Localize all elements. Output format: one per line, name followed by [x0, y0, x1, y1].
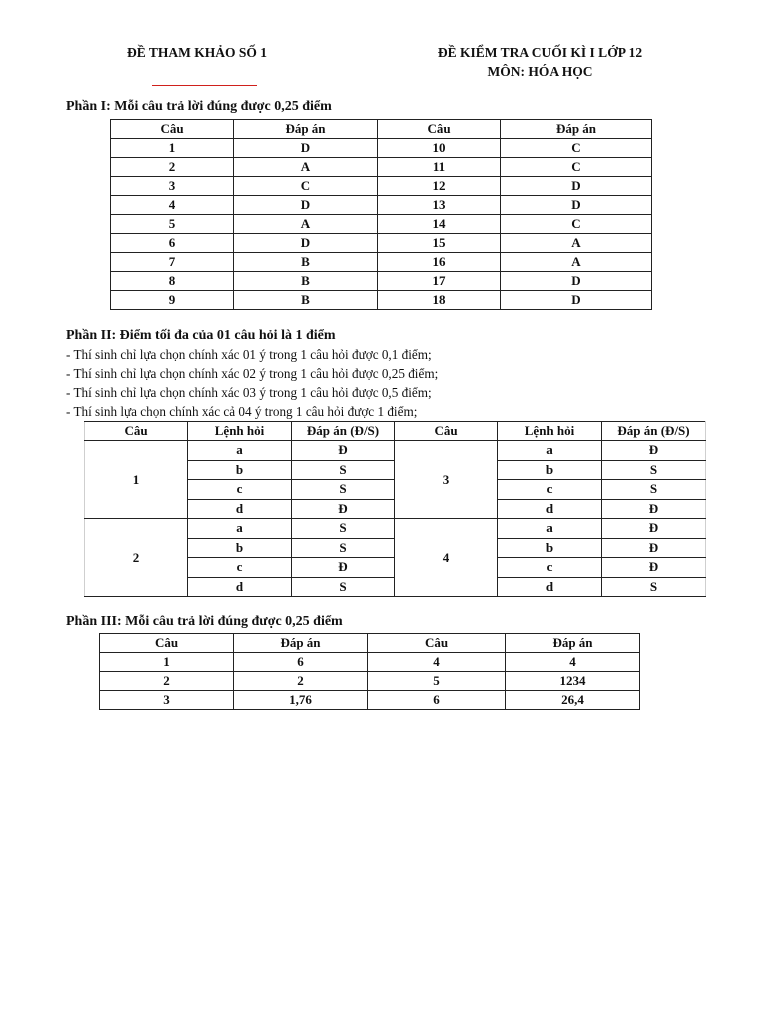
part2-header-cell: Câu [85, 422, 188, 441]
answer-cell: S [292, 577, 395, 597]
question-number-cell: 2 [85, 519, 188, 597]
answer-cell: Đ [292, 558, 395, 578]
table-row [111, 291, 652, 310]
question-number-cell: 8 [111, 272, 234, 291]
statement-cell: a [498, 519, 602, 539]
question-number-cell: 12 [378, 177, 501, 196]
answer-cell: 26,4 [506, 691, 640, 710]
answer-cell: S [602, 460, 706, 480]
part2-answer-table [84, 421, 706, 597]
question-number-cell: 4 [368, 653, 506, 672]
part3-table-body [100, 653, 640, 710]
question-number-cell: 5 [111, 215, 234, 234]
question-number-cell: 3 [100, 691, 234, 710]
answer-cell: Đ [602, 441, 706, 461]
answer-cell: C [501, 215, 652, 234]
statement-cell: d [188, 577, 292, 597]
question-number-cell: 2 [111, 158, 234, 177]
part1-header-cell: Câu [378, 120, 501, 139]
question-number-cell: 4 [111, 196, 234, 215]
answer-cell: 1234 [506, 672, 640, 691]
answer-cell: A [234, 215, 378, 234]
question-number-cell: 5 [368, 672, 506, 691]
question-number-cell: 10 [378, 139, 501, 158]
answer-cell: B [234, 291, 378, 310]
part2-header-cell: Lệnh hỏi [498, 422, 602, 441]
answer-cell: D [234, 196, 378, 215]
part3-answer-table [99, 633, 640, 710]
part1-title: Phần I: Mỗi câu trả lời đúng được 0,25 điểm [66, 99, 332, 114]
answer-cell: C [501, 139, 652, 158]
answer-cell: S [602, 480, 706, 500]
question-number-cell: 17 [378, 272, 501, 291]
answer-cell: A [234, 158, 378, 177]
table-row [111, 215, 652, 234]
subject-title: MÔN: HÓA HỌC [487, 64, 593, 79]
table-row [85, 441, 706, 461]
statement-cell: c [188, 558, 292, 578]
table-row [111, 158, 652, 177]
answer-cell: Đ [292, 499, 395, 519]
question-number-cell: 7 [111, 253, 234, 272]
table-row [111, 177, 652, 196]
question-number-cell: 13 [378, 196, 501, 215]
question-number-cell: 14 [378, 215, 501, 234]
table-row [100, 653, 640, 672]
answer-cell: Đ [602, 558, 706, 578]
question-number-cell: 9 [111, 291, 234, 310]
answer-cell: Đ [292, 441, 395, 461]
statement-cell: d [498, 499, 602, 519]
part1-header-cell: Đáp án [234, 120, 378, 139]
part2-note: - Thí sinh chỉ lựa chọn chính xác 03 ý trong 1 câu hỏi được 0,5 điểm; [66, 385, 432, 400]
part1-answer-table [110, 119, 652, 310]
answer-cell: B [234, 253, 378, 272]
statement-cell: b [188, 538, 292, 558]
question-number-cell: 1 [85, 441, 188, 519]
part2-note: - Thí sinh chỉ lựa chọn chính xác 01 ý trong 1 câu hỏi được 0,1 điểm; [66, 347, 432, 362]
left-title: ĐỀ THAM KHẢO SỐ 1 [127, 45, 268, 60]
answer-cell: S [602, 577, 706, 597]
part2-table-body [85, 441, 706, 597]
table-row [100, 691, 640, 710]
answer-cell: 1,76 [234, 691, 368, 710]
table-row [111, 253, 652, 272]
question-number-cell: 3 [395, 441, 498, 519]
answer-cell: S [292, 480, 395, 500]
answer-cell: 2 [234, 672, 368, 691]
statement-cell: b [498, 538, 602, 558]
part2-header-cell: Câu [395, 422, 498, 441]
statement-cell: a [188, 441, 292, 461]
question-number-cell: 15 [378, 234, 501, 253]
answer-cell: 4 [506, 653, 640, 672]
question-number-cell: 18 [378, 291, 501, 310]
question-number-cell: 1 [100, 653, 234, 672]
statement-cell: c [188, 480, 292, 500]
answer-cell: S [292, 538, 395, 558]
answer-cell: Đ [602, 538, 706, 558]
part3-header-cell: Câu [368, 634, 506, 653]
question-number-cell: 11 [378, 158, 501, 177]
question-number-cell: 3 [111, 177, 234, 196]
question-number-cell: 4 [395, 519, 498, 597]
answer-cell: B [234, 272, 378, 291]
answer-cell: Đ [602, 519, 706, 539]
part3-title: Phần III: Mỗi câu trả lời đúng được 0,25 điểm [66, 614, 343, 629]
question-number-cell: 1 [111, 139, 234, 158]
answer-cell: S [292, 519, 395, 539]
part2-header-cell: Lệnh hỏi [188, 422, 292, 441]
statement-cell: a [188, 519, 292, 539]
answer-cell: A [501, 253, 652, 272]
answer-cell: D [501, 291, 652, 310]
table-row [100, 672, 640, 691]
part2-note: - Thí sinh lựa chọn chính xác cả 04 ý trong 1 câu hỏi được 1 điểm; [66, 404, 418, 419]
table-row [111, 272, 652, 291]
answer-cell: D [234, 139, 378, 158]
part3-header-cell: Câu [100, 634, 234, 653]
question-number-cell: 6 [111, 234, 234, 253]
table-row [111, 139, 652, 158]
statement-cell: b [188, 460, 292, 480]
answer-cell: D [501, 196, 652, 215]
part2-note: - Thí sinh chỉ lựa chọn chính xác 02 ý trong 1 câu hỏi được 0,25 điểm; [66, 366, 439, 381]
answer-cell: D [234, 234, 378, 253]
right-title: ĐỀ KIỂM TRA CUỐI KÌ I LỚP 12 [437, 45, 643, 60]
part1-header-cell: Đáp án [501, 120, 652, 139]
answer-cell: C [501, 158, 652, 177]
answer-cell: D [501, 177, 652, 196]
table-row [85, 519, 706, 539]
statement-cell: d [188, 499, 292, 519]
part3-header-cell: Đáp án [506, 634, 640, 653]
part3-header-cell: Đáp án [234, 634, 368, 653]
part1-header-cell: Câu [111, 120, 234, 139]
part2-header-cell: Đáp án (Đ/S) [292, 422, 395, 441]
statement-cell: a [498, 441, 602, 461]
title-underline [152, 85, 257, 86]
answer-cell: D [501, 272, 652, 291]
part1-table-body [111, 139, 652, 310]
answer-cell: Đ [602, 499, 706, 519]
statement-cell: d [498, 577, 602, 597]
answer-cell: C [234, 177, 378, 196]
question-number-cell: 2 [100, 672, 234, 691]
question-number-cell: 6 [368, 691, 506, 710]
answer-cell: 6 [234, 653, 368, 672]
part2-header-cell: Đáp án (Đ/S) [602, 422, 706, 441]
table-row [111, 196, 652, 215]
answer-cell: S [292, 460, 395, 480]
table-row [111, 234, 652, 253]
part2-title: Phần II: Điểm tối đa của 01 câu hỏi là 1 điểm [66, 328, 336, 343]
statement-cell: b [498, 460, 602, 480]
statement-cell: c [498, 480, 602, 500]
question-number-cell: 16 [378, 253, 501, 272]
statement-cell: c [498, 558, 602, 578]
answer-cell: A [501, 234, 652, 253]
